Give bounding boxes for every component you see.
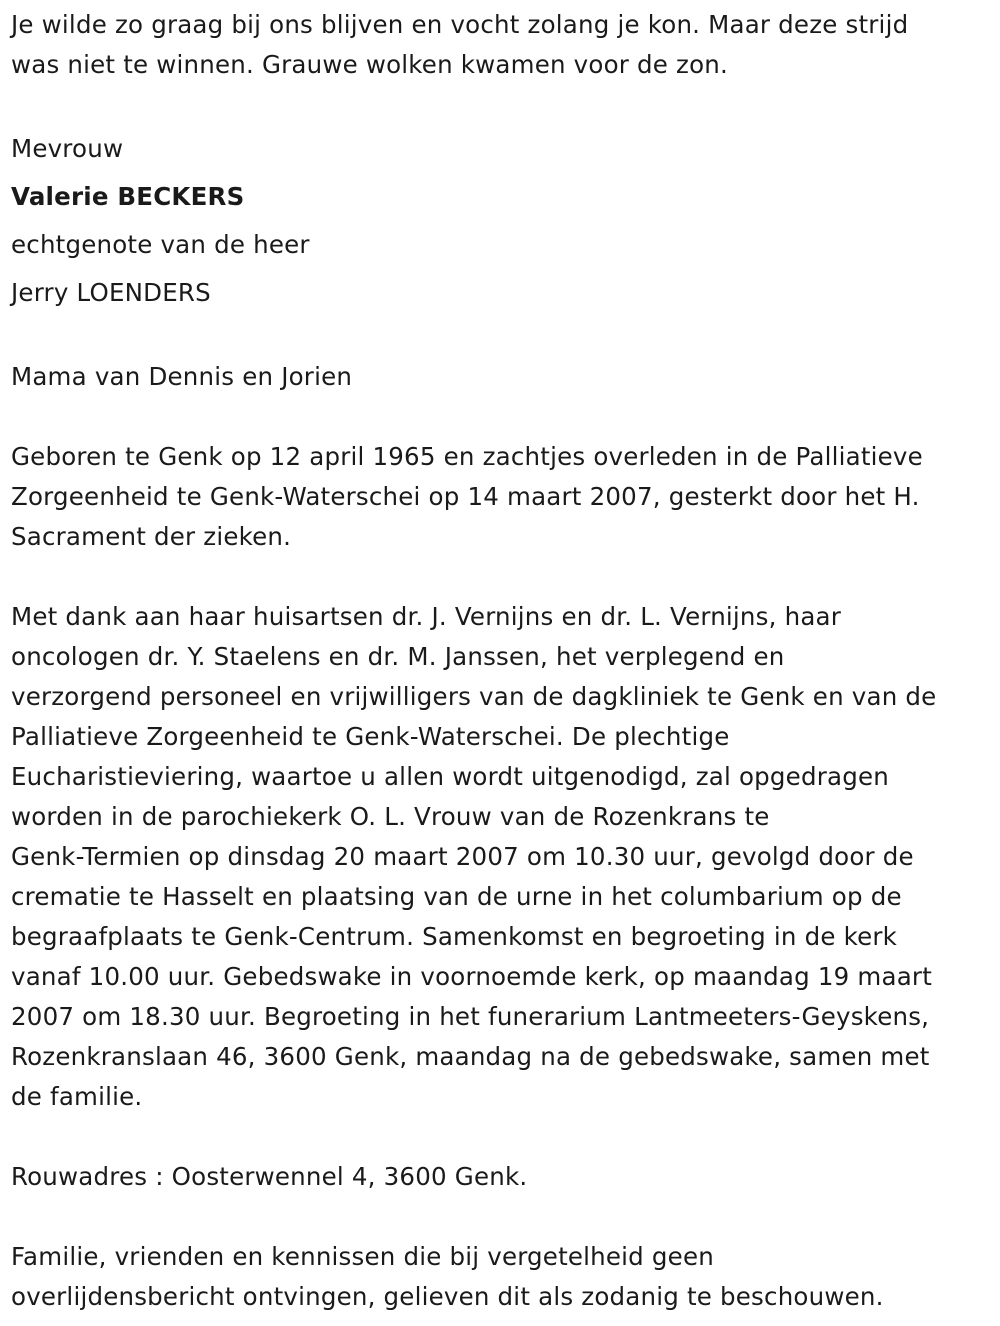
thanks-line: 2007 om 18.30 uur. Begroeting in het funerarium Lantmeeters-Geyskens, <box>11 1002 930 1031</box>
thanks-line: vanaf 10.00 uur. Gebedswake in voornoemde kerk, op maandag 19 maart <box>11 962 933 991</box>
thanks-line: Rozenkranslaan 46, 3600 Genk, maandag na de gebedswake, samen met <box>11 1042 930 1071</box>
deceased-info <box>11 125 990 317</box>
thanks-line: Met dank aan haar huisartsen dr. J. Vernijns en dr. L. Vernijns, haar <box>11 602 842 631</box>
thanks-line: begraafplaats te Genk-Centrum. Samenkomst en begroeting in de kerk <box>11 922 898 951</box>
children-paragraph <box>11 357 990 397</box>
intro-line: Je wilde zo graag bij ons blijven en vocht zolang je kon. Maar deze strijd <box>11 10 909 39</box>
thanks-line: Palliatieve Zorgeenheid te Genk-Waterschei. De plechtige <box>11 722 730 751</box>
thanks-ceremony-paragraph <box>11 597 990 1117</box>
children-line: Mama van Dennis en Jorien <box>11 362 353 391</box>
closing-line: overlijdensbericht ontvingen, gelieven dit als zodanig te beschouwen. <box>11 1282 884 1311</box>
salutation: Mevrouw <box>11 134 124 163</box>
intro-line: was niet te winnen. Grauwe wolken kwamen voor de zon. <box>11 50 728 79</box>
deceased-name: Valerie BECKERS <box>11 182 245 211</box>
birth-death-line: Zorgeenheid te Genk-Waterschei op 14 maart 2007, gesterkt door het H. <box>11 482 920 511</box>
thanks-line: Eucharistieviering, waartoe u allen wordt uitgenodigd, zal opgedragen <box>11 762 889 791</box>
closing-line: Familie, vrienden en kennissen die bij vergetelheid geen <box>11 1242 714 1271</box>
spouse-name: Jerry LOENDERS <box>11 278 211 307</box>
thanks-line: crematie te Hasselt en plaatsing van de urne in het columbarium op de <box>11 882 902 911</box>
thanks-line: oncologen dr. Y. Staelens en dr. M. Janssen, het verplegend en <box>11 642 785 671</box>
mourning-address-paragraph <box>11 1157 990 1197</box>
thanks-line: de familie. <box>11 1082 143 1111</box>
birth-death-line: Sacrament der zieken. <box>11 522 292 551</box>
relation-text: echtgenote van de heer <box>11 230 310 259</box>
thanks-line: worden in de parochiekerk O. L. Vrouw van de Rozenkrans te <box>11 802 770 831</box>
mourning-address: Rouwadres : Oosterwennel 4, 3600 Genk. <box>11 1162 528 1191</box>
birth-death-line: Geboren te Genk op 12 april 1965 en zachtjes overleden in de Palliatieve <box>11 442 923 471</box>
thanks-line: verzorgend personeel en vrijwilligers van de dagkliniek te Genk en van de <box>11 682 937 711</box>
closing-paragraph <box>11 1237 990 1317</box>
birth-death-paragraph <box>11 437 990 557</box>
intro-paragraph <box>11 5 990 85</box>
thanks-line: Genk-Termien op dinsdag 20 maart 2007 om 10.30 uur, gevolgd door de <box>11 842 914 871</box>
